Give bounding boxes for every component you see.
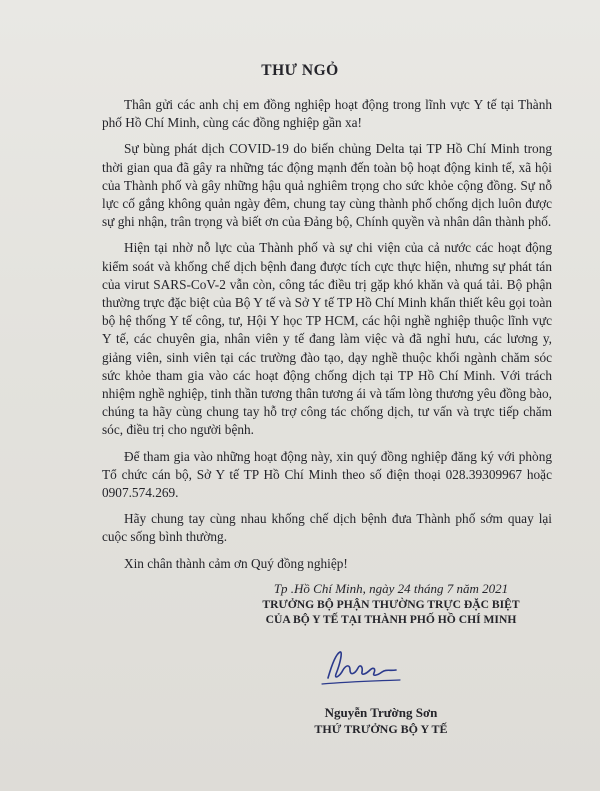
registration-paragraph: Để tham gia vào những hoạt động này, xin quý đồng nghiệp đăng ký với phòng Tổ chức cán bộ, Sở Y tế TP Hồ Chí Minh theo số điện thoại 028.39309967 hoặc 0907.574.269. <box>102 448 552 501</box>
signature-header <box>236 580 546 627</box>
signer-name: Nguyễn Trường Sơn <box>324 705 438 720</box>
place-date: Tp .Hồ Chí Minh, ngày 24 tháng 7 năm 2021 <box>273 581 509 596</box>
signer-unit-line-1: TRƯỞNG BỘ PHẬN THƯỜNG TRỰC ĐẶC BIỆT <box>262 598 520 611</box>
letter-body <box>102 96 552 581</box>
call-to-action-paragraph: Hiện tại nhờ nỗ lực của Thành phố và sự chi viện của cả nước các hoạt động kiểm soát và khống chế dịch bệnh đang được tích cực thực hiện, nhưng sự phát tán của virut SARS-CoV-2 vẫn còn, công tác điều trị gặp khó khăn và quá tải. Bộ phận thường trực đặc biệt của Bộ Y tế và Sở Y tế TP Hồ Chí Minh khẩn thiết kêu gọi toàn bộ hệ thống Y tế công, tư, Hội Y học TP HCM, các hội nghề nghiệp thuộc lĩnh vực Y tế, các chuyên gia, nhân viên y tế đang làm việc và đã nghỉ hưu, các lương y, giảng viên, sinh viên tại các trường đào tạo, dạy nghề thuộc khối ngành chăm sóc sức khỏe tham gia vào các hoạt động chống dịch tại TP Hồ Chí Minh. Với trách nhiệm nghề nghiệp, tinh thần tương thân tương ái và tấm lòng thương yêu đồng bào, chúng ta hãy cùng chung tay hỗ trợ công tác chống dịch, tư vấn và trực tiếp chăm sóc, điều trị cho người bệnh. <box>102 240 552 438</box>
thanks-paragraph: Xin chân thành cảm ơn Quý đồng nghiệp! <box>124 555 348 571</box>
encouragement-paragraph: Hãy chung tay cùng nhau khống chế dịch bệnh đưa Thành phố sớm quay lại cuộc sống bình thường. <box>102 511 552 545</box>
signer-title: THỨ TRƯỞNG BỘ Y TẾ <box>314 722 448 736</box>
signer-block <box>236 704 526 738</box>
greeting-paragraph: Thân gửi các anh chị em đồng nghiệp hoạt động trong lĩnh vực Y tế tại Thành phố Hồ Chí Minh, cùng các đồng nghiệp gần xa! <box>102 97 552 131</box>
signer-unit-line-2: CỦA BỘ Y TẾ TẠI THÀNH PHỐ HỒ CHÍ MINH <box>265 613 517 626</box>
outbreak-paragraph: Sự bùng phát dịch COVID-19 do biến chủng Delta tại TP Hồ Chí Minh trong thời gian qua đã gây ra những tác động mạnh đến toàn bộ hoạt động kinh tế, xã hội của Thành phố và gây những hậu quả nghiêm trọng cho sức khỏe cộng đồng. Sự nỗ lực cố gắng không quản ngày đêm, chung tay cùng thành phố chống dịch luôn được sự ghi nhận, trân trọng và biết ơn của Đảng bộ, Chính quyền và nhân dân thành phố. <box>102 141 552 230</box>
handwritten-signature <box>310 640 430 690</box>
letter-title: THƯ NGỎ <box>261 62 339 79</box>
